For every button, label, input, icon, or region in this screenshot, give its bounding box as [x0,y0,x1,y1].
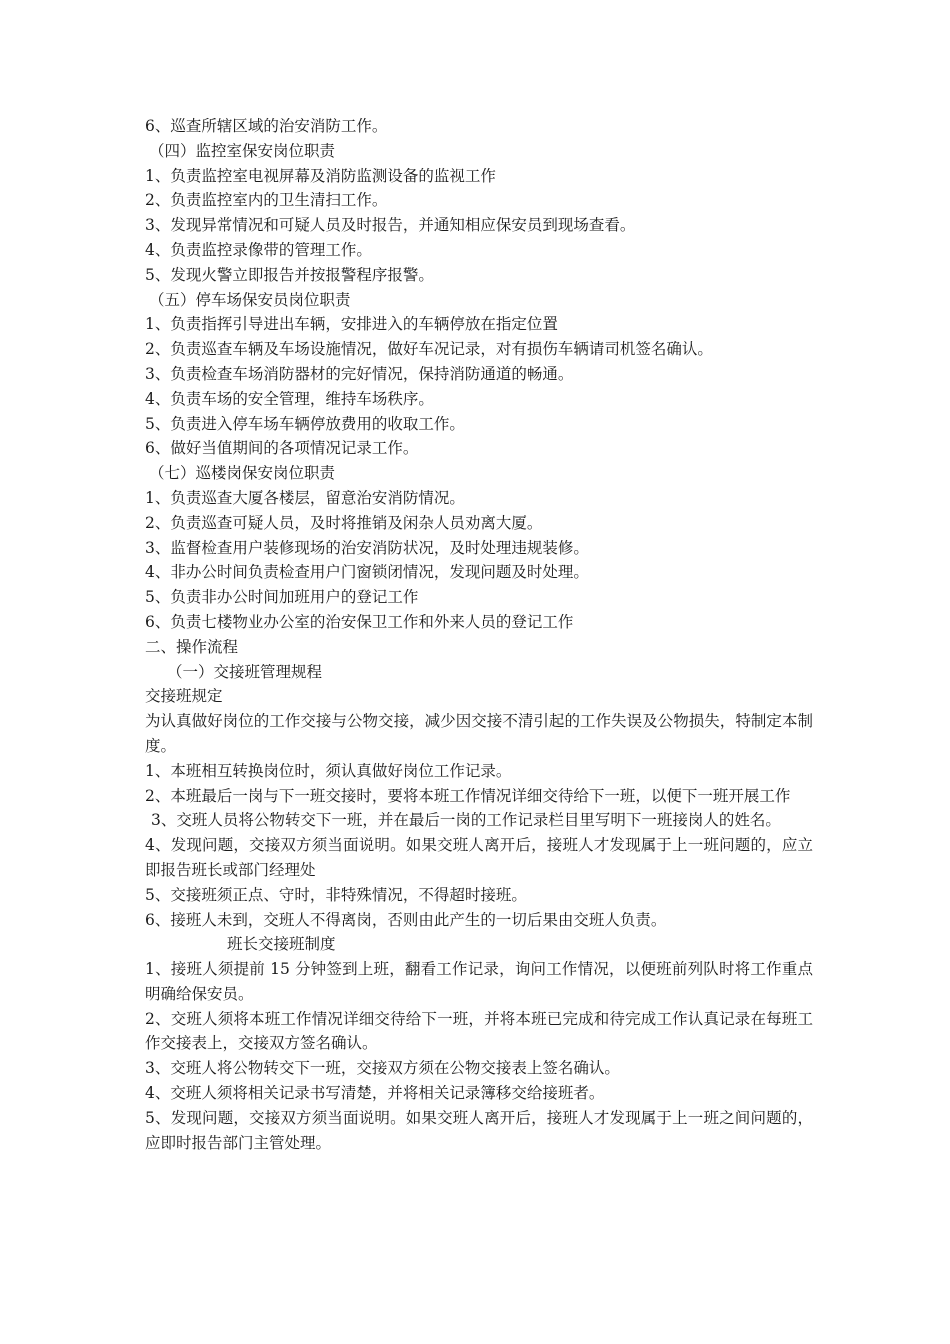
text-line: 4、非办公时间负责检查用户门窗锁闭情况，发现问题及时处理。 [145,563,589,582]
text-line: 3、监督检查用户装修现场的治安消防状况，及时处理违规装修。 [145,538,589,557]
text-line: 5、发现火警立即报告并按报警程序报警。 [145,265,434,284]
text-line: 6、巡查所辖区域的治安消防工作。 [145,117,388,135]
text-line: 4、交班人须将相关记录书写清楚，并将相关记录簿移交给接班者。 [145,1084,605,1103]
text-line: 1、负责指挥引导进出车辆，安排进入的车辆停放在指定位置 [145,315,558,334]
text-line: 1、本班相互转换岗位时，须认真做好岗位工作记录。 [145,761,512,780]
text-line: 2、负责巡查车辆及车场设施情况，做好车况记录，对有损伤车辆请司机签名确认。 [145,340,713,359]
section-heading: （一）交接班管理规程 [167,662,323,681]
subsection-title: 交接班规定 [145,687,223,706]
section-heading: （七）巡楼岗保安岗位职责 [149,464,336,483]
text-line: 2、负责监控室内的卫生清扫工作。 [145,191,388,210]
text-line: 5、交接班须正点、守时，非特殊情况，不得超时接班。 [145,885,527,904]
text-line: 1、负责监控室电视屏幕及消防监测设备的监视工作 [145,166,496,185]
text-line: 6、接班人未到，交班人不得离岗，否则由此产生的一切后果由交班人负责。 [145,910,667,929]
paragraph: 为认真做好岗位的工作交接与公物交接，减少因交接不清引起的工作失误及公物损失，特制定本制度。 [145,712,813,755]
text-line: 6、负责七楼物业办公室的治安保卫工作和外来人员的登记工作 [145,612,574,631]
text-line: 3、交班人将公物转交下一班，交接双方须在公物交接表上签名确认。 [145,1059,620,1078]
paragraph: 2、交班人须将本班工作情况详细交待给下一班，并将本班已完成和待完成工作认真记录在每班工作交接表上，交接双方签名确认。 [145,1009,813,1053]
paragraph: 5、发现问题，交接双方须当面说明。如果交班人离开后，接班人才发现属于上一班之间问题的，应即时报告部门主管处理。 [145,1108,813,1152]
text-line: 3、负责检查车场消防器材的完好情况，保持消防通道的畅通。 [145,364,574,383]
section-heading: （四）监控室保安岗位职责 [149,141,336,160]
text-line: 2、负责巡查可疑人员，及时将推销及闲杂人员劝离大厦。 [145,513,543,532]
chapter-heading: 二、操作流程 [145,637,239,656]
section-heading: （五）停车场保安员岗位职责 [149,290,351,309]
paragraph: 1、接班人须提前 15 分钟签到上班，翻看工作记录，询问工作情况，以便班前列队时将工作重点明确给保安员。 [145,960,813,1003]
text-line: 5、负责进入停车场车辆停放费用的收取工作。 [145,414,465,433]
text-line: 1、负责巡查大厦各楼层，留意治安消防情况。 [145,488,465,507]
paragraph: 3、交班人员将公物转交下一班，并在最后一岗的工作记录栏目里写明下一班接岗人的姓名。 [151,811,781,830]
text-line: 5、负责非办公时间加班用户的登记工作 [145,588,419,607]
paragraph: 2、本班最后一岗与下一班交接时，要将本班工作情况详细交待给下一班，以便下一班开展工作 [145,786,791,805]
text-line: 6、做好当值期间的各项情况记录工作。 [145,439,419,458]
paragraph: 4、发现问题，交接双方须当面说明。如果交班人离开后，接班人才发现属于上一班问题的，应立即报告班长或部门经理处 [145,836,813,879]
document-body [145,114,813,1155]
text-line: 4、负责监控录像带的管理工作。 [145,240,372,259]
text-line: 3、发现异常情况和可疑人员及时报告，并通知相应保安员到现场查看。 [145,216,636,235]
text-line: 4、负责车场的安全管理，维持车场秩序。 [145,389,434,408]
subsection-title: 班长交接班制度 [227,935,336,954]
